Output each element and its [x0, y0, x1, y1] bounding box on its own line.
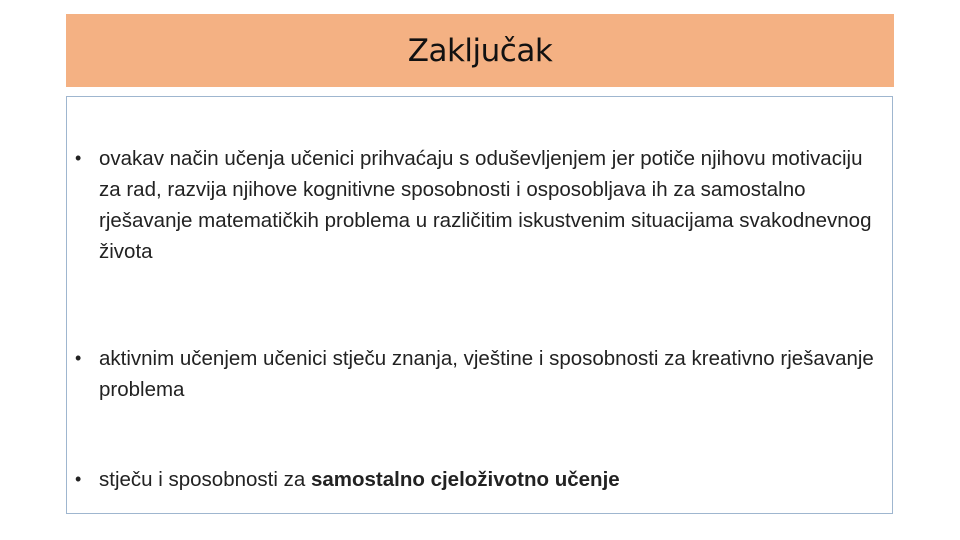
slide-title: Zaključak — [407, 32, 553, 69]
bullet-marker: • — [75, 148, 82, 168]
content-box — [66, 96, 893, 514]
title-bar — [66, 14, 894, 87]
bullet-text-plain: stječu i sposobnosti za — [99, 468, 311, 491]
bullet-text-emphasis: samostalno cjeloživotno učenje — [310, 468, 620, 491]
bullet-marker: • — [75, 348, 82, 368]
bullet-text: aktivnim učenjem učenici stječu znanja, vještine i sposobnosti za kreativno rješavanje problema — [99, 347, 874, 401]
bullet-item — [75, 464, 875, 495]
bullet-item — [75, 143, 875, 267]
bullet-marker: • — [75, 469, 82, 489]
bullet-text: ovakav način učenja učenici prihvaćaju s oduševljenjem jer potiče njihovu motivaciju za rad, razvija njihove kognitivne sposobnosti i osposobljava ih za samostalno rješavanje matematičkih problema u različitim iskustvenim situacijama svakodnevnog života — [99, 147, 872, 263]
bullet-text — [99, 464, 875, 495]
bullet-item — [75, 343, 875, 405]
